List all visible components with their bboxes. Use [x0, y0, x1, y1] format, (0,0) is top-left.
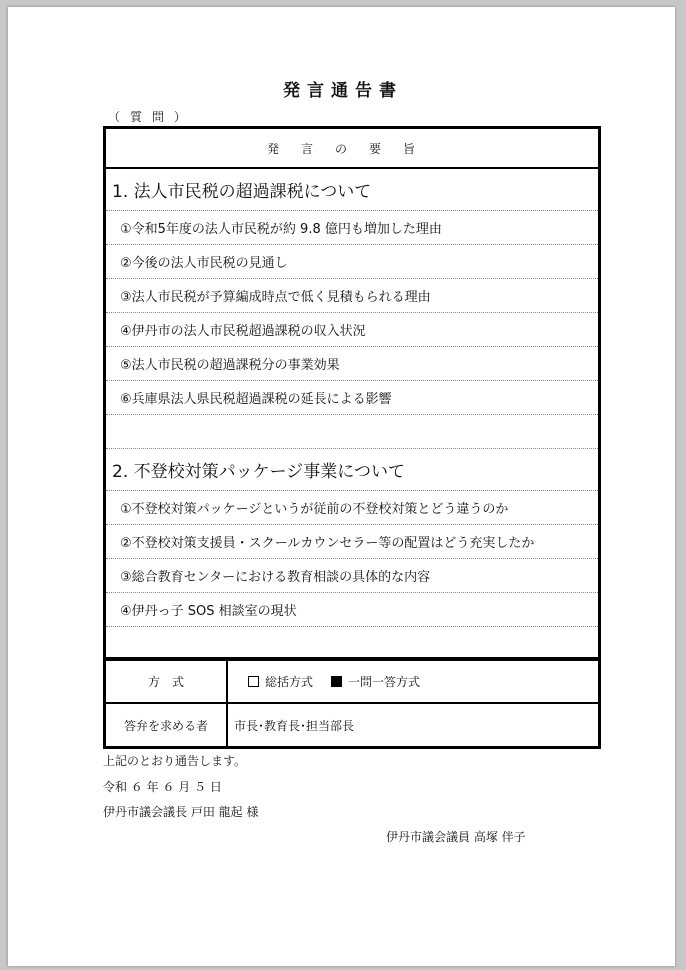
list-item: ④伊丹っ子 SOS 相談室の現状 [106, 593, 598, 627]
list-item: ①令和5年度の法人市民税が約 9.8 億円も増加した理由 [106, 211, 598, 245]
option-qa-label: 一問一答方式 [348, 674, 421, 689]
method-table [103, 657, 601, 749]
respondent-row [106, 702, 598, 746]
option-bulk-label: 総括方式 [265, 674, 314, 689]
list-item: ①不登校対策パッケージというが従前の不登校対策とどう違うのか [106, 491, 598, 525]
respondents-value: 市長･教育長･担当部長 [234, 718, 355, 733]
checkbox-bulk[interactable] [248, 676, 259, 687]
respondent-label: 答弁を求める者 [106, 704, 228, 746]
submitter-text: 伊丹市議会議員 高塚 伴子 [386, 830, 526, 844]
document-title: 発言通告書 [283, 81, 403, 101]
list-item: ③法人市民税が予算編成時点で低く見積もられる理由 [106, 279, 598, 313]
list-item: ③総合教育センターにおける教育相談の具体的な内容 [106, 559, 598, 593]
list-item: ④伊丹市の法人市民税超過課税の収入状況 [106, 313, 598, 347]
summary-header: 発言の要旨 [106, 129, 598, 169]
addressee-text: 伊丹市議会議長 戸田 龍起 様 [103, 805, 259, 819]
date-text: 令和 ６ 年 ６ 月 ５ 日 [103, 780, 222, 794]
method-label: 方 式 [106, 660, 228, 702]
method-row [106, 660, 598, 702]
section-heading: 1. 法人市民税の超過課税について [106, 169, 598, 211]
method-options [228, 660, 598, 702]
list-item: ⑥兵庫県法人県民税超過課税の延長による影響 [106, 381, 598, 415]
list-item: ②今後の法人市民税の見通し [106, 245, 598, 279]
list-item: ⑤法人市民税の超過課税分の事業効果 [106, 347, 598, 381]
section-heading: 2. 不登校対策パッケージ事業について [106, 449, 598, 491]
blank-row [106, 415, 598, 449]
checkbox-qa[interactable] [331, 676, 342, 687]
notice-text: 上記のとおり通告します。 [103, 754, 247, 768]
summary-table [103, 126, 601, 661]
blank-row [106, 627, 598, 661]
question-label: （質問） [108, 110, 197, 124]
list-item: ②不登校対策支援員・スクールカウンセラー等の配置はどう充実したか [106, 525, 598, 559]
